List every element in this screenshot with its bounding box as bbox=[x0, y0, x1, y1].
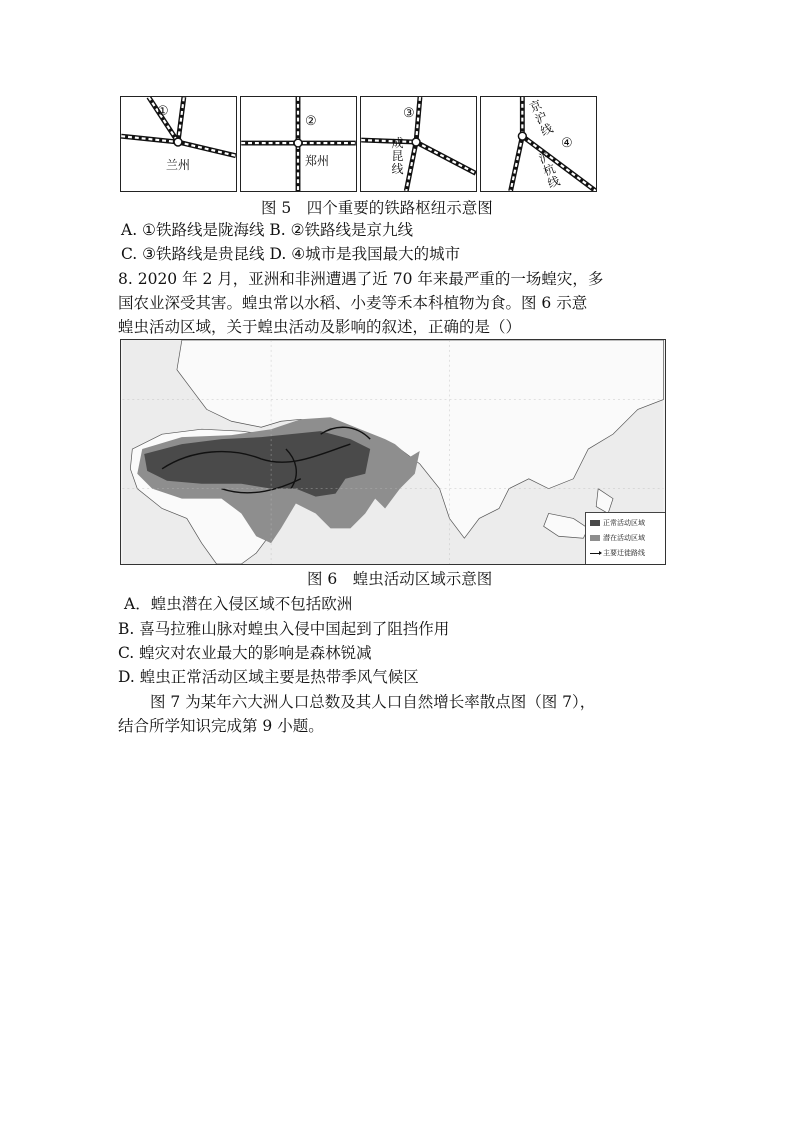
railway-diagram-3 bbox=[361, 97, 476, 191]
legend-swatch-normal bbox=[590, 520, 600, 526]
q8-option-b: B. 喜马拉雅山脉对蝗虫入侵中国起到了阻挡作用 bbox=[118, 620, 450, 638]
q8-stem-line-1: 8. 2020 年 2 月，亚洲和非洲遭遇了近 70 年来最严重的一场蝗灾，多 bbox=[118, 270, 604, 288]
line-label-chengkun: 成昆线 bbox=[391, 136, 404, 176]
fig5-panel-3 bbox=[360, 96, 477, 192]
legend-item-potential bbox=[590, 534, 645, 542]
city-label-lanzhou: 兰州 bbox=[166, 158, 191, 172]
q7-options-cd: C. ③铁路线是贵昆线 D. ④城市是我国最大的城市 bbox=[121, 245, 461, 263]
city-label-zhengzhou: 郑州 bbox=[305, 154, 330, 168]
q8-stem-line-2: 国农业深受其害。蝗虫常以水稻、小麦等禾本科植物为食。图 6 示意 bbox=[118, 294, 588, 312]
world-map-svg bbox=[121, 340, 665, 564]
legend-label-potential: 潜在活动区域 bbox=[603, 534, 645, 542]
railway-diagram-2 bbox=[241, 97, 356, 191]
q9-intro-line-1: 图 7 为某年六大洲人口总数及其人口自然增长率散点图（图 7）， bbox=[150, 693, 596, 711]
hub-number-4: ④ bbox=[561, 136, 573, 151]
q8-option-c: C. 蝗灾对农业最大的影响是森林锐减 bbox=[118, 644, 372, 662]
fig6-caption: 图 6 蝗虫活动区域示意图 bbox=[307, 570, 493, 588]
hub-number-2: ② bbox=[305, 114, 317, 129]
legend-swatch-potential bbox=[590, 535, 600, 541]
fig5-panel-2 bbox=[240, 96, 357, 192]
line-label-jinghu: 京沪线 bbox=[527, 97, 556, 139]
fig5-panel-1 bbox=[120, 96, 237, 192]
q7-options-ab: A. ①铁路线是陇海线 B. ②铁路线是京九线 bbox=[121, 221, 414, 239]
fig5-panel-4 bbox=[480, 96, 597, 192]
arrow-icon bbox=[590, 553, 600, 554]
legend-label-migration: 主要迁徙路线 bbox=[603, 549, 645, 557]
hub-number-3: ③ bbox=[403, 106, 415, 121]
legend-label-normal: 正常活动区域 bbox=[603, 519, 645, 527]
legend-item-normal bbox=[590, 519, 645, 527]
q8-stem-line-3: 蝗虫活动区域，关于蝗虫活动及影响的叙述，正确的是（） bbox=[118, 318, 522, 336]
railway-diagram-1 bbox=[121, 97, 236, 191]
q8-option-a: A．蝗虫潜在入侵区域不包括欧洲 bbox=[124, 595, 353, 613]
line-label-huhang: 沪杭线 bbox=[536, 149, 562, 191]
map-legend bbox=[585, 512, 666, 565]
q9-intro-line-2: 结合所学知识完成第 9 小题。 bbox=[118, 717, 324, 735]
hub-number-1: ① bbox=[157, 104, 169, 119]
legend-item-migration bbox=[590, 549, 645, 557]
q8-option-d: D. 蝗虫正常活动区域主要是热带季风气候区 bbox=[118, 668, 419, 686]
locust-activity-map bbox=[120, 339, 666, 565]
fig5-caption: 图 5 四个重要的铁路枢纽示意图 bbox=[261, 199, 493, 217]
